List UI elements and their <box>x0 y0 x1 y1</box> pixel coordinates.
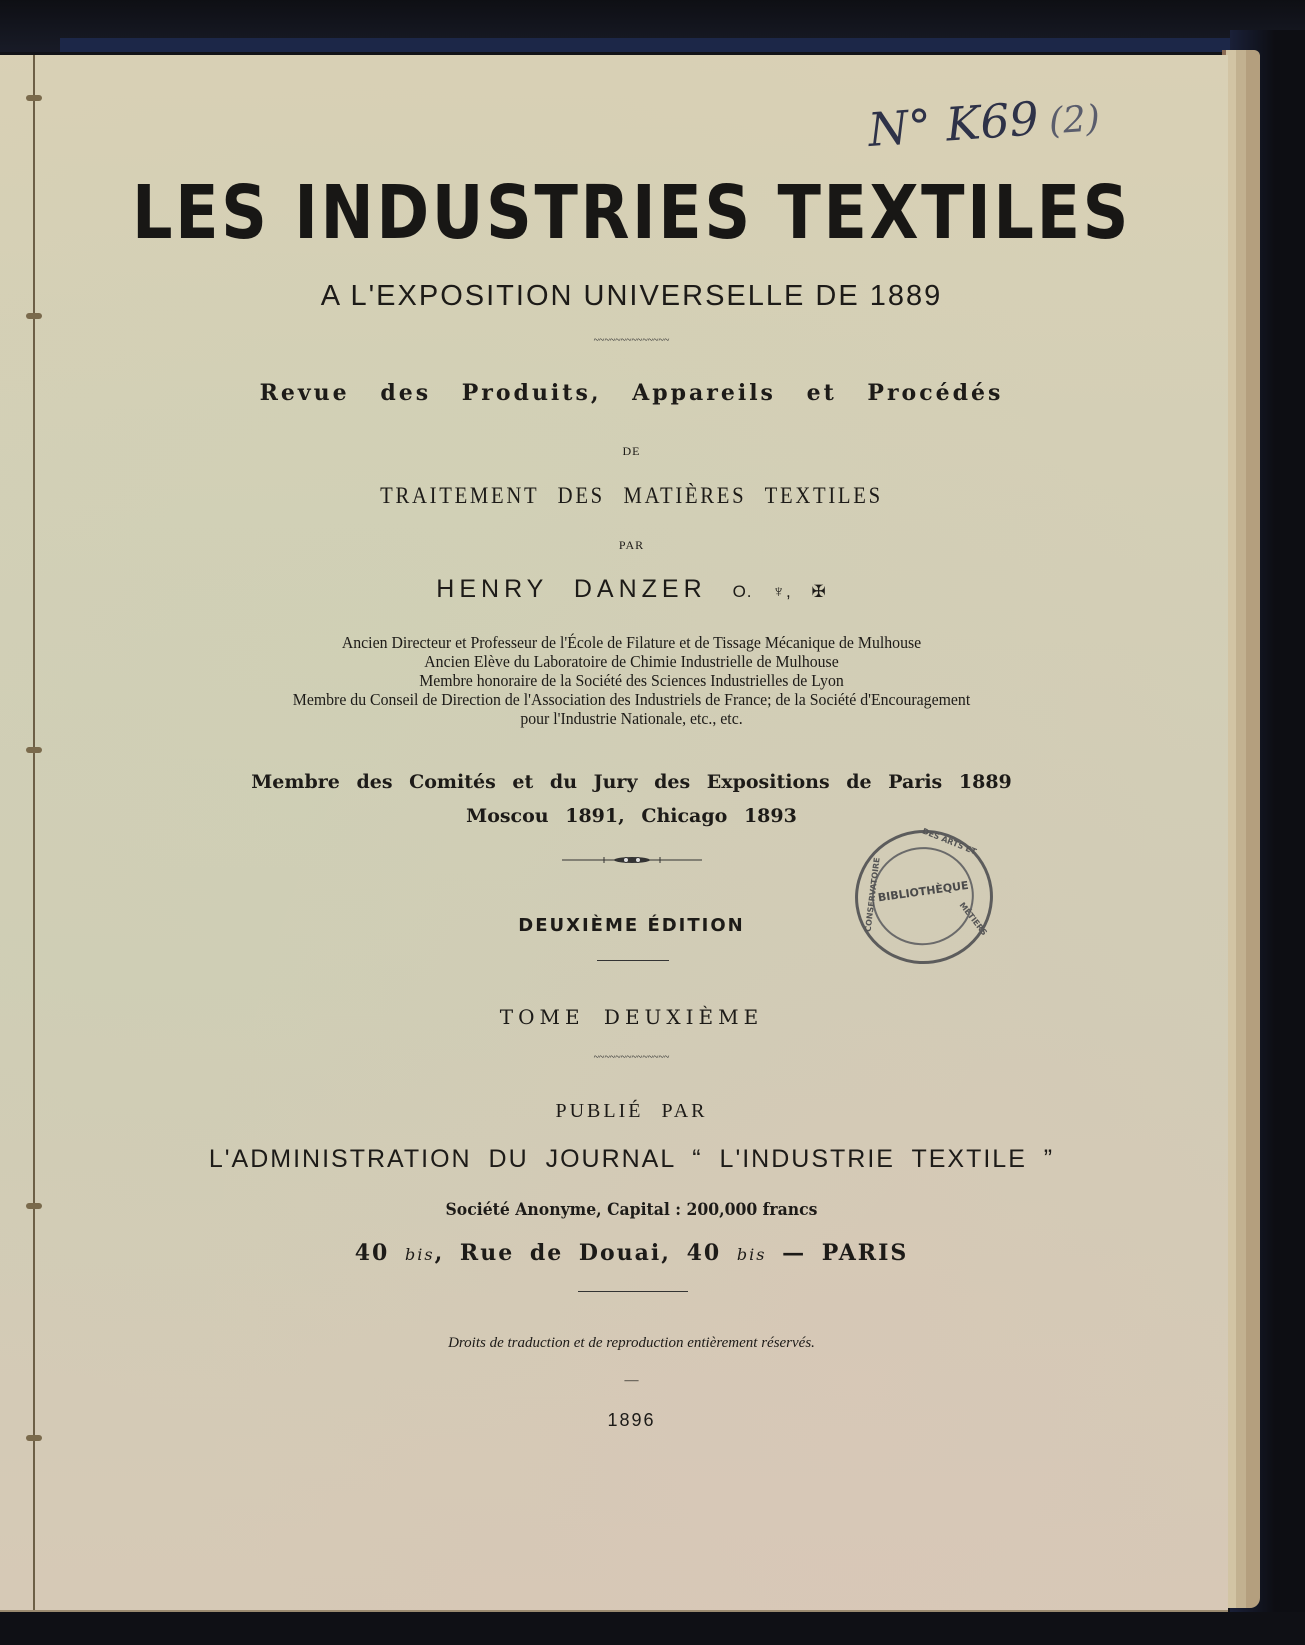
address-bis: bis <box>405 1245 435 1264</box>
membership-line: Membre des Comités et du Jury des Expositions de Paris 1889 <box>251 771 1012 793</box>
author-name: HENRY DANZER <box>436 575 707 603</box>
edition-label: DEUXIÈME ÉDITION <box>518 915 745 936</box>
binding-stitch <box>26 1435 42 1441</box>
decorative-rule <box>35 852 1228 870</box>
credential-line: Membre honoraire de la Société des Sciences Industrielles de Lyon <box>419 671 844 690</box>
book-subtitle: A L'EXPOSITION UNIVERSELLE DE 1889 <box>320 280 943 312</box>
binding-stitch <box>26 1203 42 1209</box>
binding-stitch <box>26 95 42 101</box>
credential-line: Ancien Elève du Laboratoire de Chimie Industrielle de Mulhouse <box>424 652 839 671</box>
shelfmark-text: N° K69 <box>866 91 1041 158</box>
par-connector: PAR <box>618 538 645 552</box>
published-by-label: PUBLIÉ PAR <box>555 1100 708 1122</box>
credential-line: Ancien Directeur et Professeur de l'École de Filature et de Tissage Mécanique de Mulhouse <box>341 633 922 652</box>
address-city: — PARIS <box>766 1240 909 1266</box>
address-number: 40 <box>354 1240 390 1266</box>
rights-notice: Droits de traduction et de reproduction entièrement réservés. <box>448 1335 815 1351</box>
author-line <box>35 575 1228 604</box>
revue-line: Revue des Produits, Appareils et Procédés <box>259 380 1004 406</box>
publisher-address <box>35 1240 1228 1266</box>
jury-memberships <box>35 765 1228 833</box>
volume-label: TOME DEUXIÈME <box>499 1005 764 1029</box>
address-number: 40 <box>686 1240 722 1266</box>
book-title: LES INDUSTRIES TEXTILES <box>131 170 1132 256</box>
shelfmark-volume: (2) <box>1047 97 1102 143</box>
address-bis: bis <box>736 1245 767 1264</box>
dash-separator: — <box>624 1373 639 1388</box>
traitement-line: TRAITEMENT DES MATIÈRES TEXTILES <box>380 483 883 508</box>
de-connector: DE <box>622 444 641 458</box>
publisher-name: L'ADMINISTRATION DU JOURNAL “ L'INDUSTRIE TEXTILE ” <box>208 1145 1055 1173</box>
book-cover-bottom <box>0 1612 1305 1645</box>
wavy-ornament: ~~~~~~~~~~~~~~ <box>593 335 670 346</box>
membership-line: Moscou 1891, Chicago 1893 <box>466 805 797 827</box>
library-stamp <box>846 821 1001 973</box>
binding-stitch <box>26 313 42 319</box>
publisher-capital: Société Anonyme, Capital : 200,000 francs <box>445 1200 818 1220</box>
publication-year: 1896 <box>607 1410 656 1430</box>
binding-stitch <box>26 747 42 753</box>
stamp-ring-left: CONSERVATOIRE <box>863 856 882 933</box>
credential-line: Membre du Conseil de Direction de l'Association des Industriels de France; de la Société d'Encouragement <box>292 690 971 709</box>
address-street: , Rue de Douai, <box>434 1240 687 1266</box>
short-rule <box>597 960 669 961</box>
stamp-ring-right: MÉTIERS <box>957 900 989 938</box>
wavy-ornament: ~~~~~~~~~~~~~~ <box>593 1052 670 1063</box>
author-credentials <box>77 633 1186 728</box>
stamp-center-text: BIBLIOTHÈQUE <box>877 878 970 905</box>
credential-line: pour l'Industrie Nationale, etc., etc. <box>520 709 743 728</box>
title-page <box>0 55 1228 1612</box>
handwritten-shelfmark <box>866 87 1101 157</box>
author-honors: O. ♆, ✠ <box>732 582 827 601</box>
flourish-icon <box>562 855 702 865</box>
short-rule <box>578 1291 688 1292</box>
book-cover-blue-edge <box>60 38 1240 52</box>
stamp-ring-top: DES ARTS ET <box>920 826 978 857</box>
